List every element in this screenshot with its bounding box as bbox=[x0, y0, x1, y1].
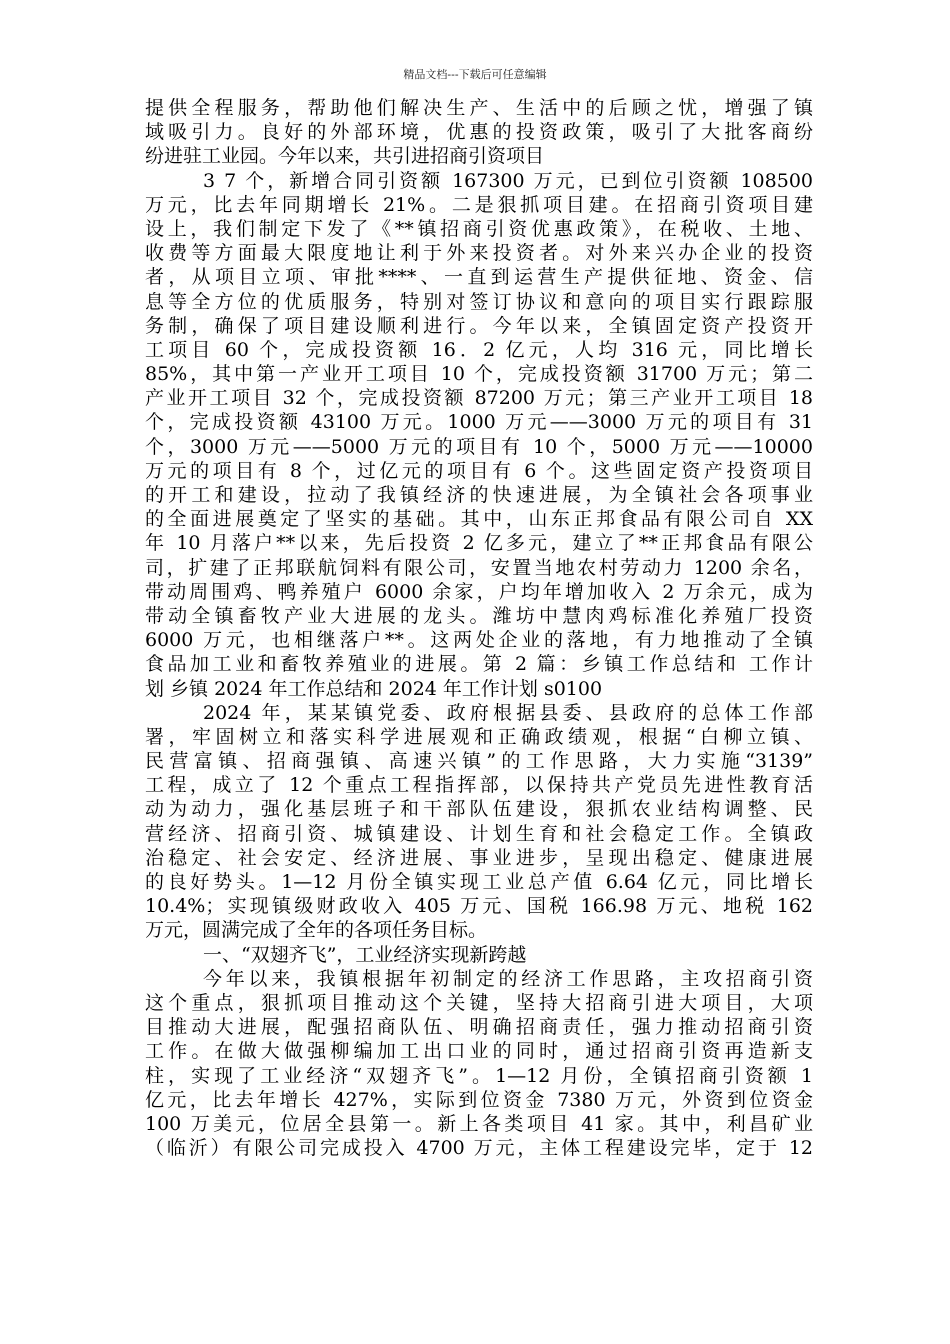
text-line: 务制，确保了项目建设顺利进行。今年以来，全镇固定资产投资开 bbox=[145, 314, 813, 337]
text-line: 食品加工业和畜牧养殖业的进展。第 2 篇：乡镇工作总结和 工作计 bbox=[145, 653, 813, 676]
text-line: 域吸引力。良好的外部环境，优惠的投资政策，吸引了大批客商纷 bbox=[145, 121, 813, 144]
text-line: 署，牢固树立和落实科学进展观和正确政绩观，根据“白柳立镇、 bbox=[145, 725, 813, 748]
document-body bbox=[145, 96, 813, 1160]
text-line: 今年以来，我镇根据年初制定的经济工作思路，主攻招商引资 bbox=[203, 967, 813, 990]
text-line: 亿元，比去年增长 427%，实际到位资金 7380 万元，外资到位资金 bbox=[145, 1088, 813, 1111]
text-line: 100 万美元，位居全县第一。新上各类项目 41 家。其中，利昌矿业 bbox=[145, 1112, 813, 1135]
text-line: 一、“双翅齐飞”，工业经济实现新跨越 bbox=[203, 943, 527, 966]
text-line: 产业开工项目 32 个，完成投资额 87200 万元；第三产业开工项目 18 bbox=[145, 387, 813, 410]
text-line: 治稳定、社会安定、经济进展、事业进步，呈现出稳定、健康进展 bbox=[145, 846, 813, 869]
text-line: 民营富镇、招商强镇、高速兴镇”的工作思路，大力实施“3139” bbox=[145, 750, 813, 773]
text-line: 设上，我们制定下发了《**镇招商引资优惠政策》，在税收、土地、 bbox=[145, 217, 813, 240]
text-line: 3 7 个，新增合同引资额 167300 万元，已到位引资额 108500 bbox=[203, 169, 813, 192]
text-line: （临沂）有限公司完成投入 4700 万元，主体工程建设完毕，定于 12 bbox=[145, 1137, 813, 1160]
text-line: 划 乡镇 2024 年工作总结和 2024 年工作计划 s0100 bbox=[145, 677, 603, 700]
text-line: 85%，其中第一产业开工项目 10 个，完成投资额 31700 万元；第二 bbox=[145, 363, 813, 386]
text-line: 息等全方位的优质服务，特别对签订协议和意向的项目实行跟踪服 bbox=[145, 290, 813, 313]
text-line: 6000 万元，也相继落户**。这两处企业的落地，有力地推动了全镇 bbox=[145, 629, 813, 652]
text-line: 司，扩建了正邦联航饲料有限公司，安置当地农村劳动力 1200 余名， bbox=[145, 556, 813, 579]
text-line: 柱，实现了工业经济“双翅齐飞”。1—12 月份，全镇招商引资额 1 bbox=[145, 1064, 813, 1087]
text-line: 2024 年，某某镇党委、政府根据县委、县政府的总体工作部 bbox=[203, 701, 813, 724]
text-line: 收费等方面最大限度地让利于外来投资者。对外来兴办企业的投资 bbox=[145, 242, 813, 265]
text-line: 个，完成投资额 43100 万元。1000 万元——3000 万元的项目有 31 bbox=[145, 411, 813, 434]
text-line: 动为动力，强化基层班子和干部队伍建设，狠抓农业结构调整、民 bbox=[145, 798, 813, 821]
text-line: 工项目 60 个，完成投资额 16．2 亿元，人均 316 元，同比增长 bbox=[145, 338, 813, 361]
text-line: 目推动大进展，配强招商队伍、明确招商责任，强力推动招商引资 bbox=[145, 1016, 813, 1039]
page-header: 精品文档---下载后可任意编辑 bbox=[403, 68, 547, 81]
text-line: 这个重点，狠抓项目推动这个关键，坚持大招商引进大项目，大项 bbox=[145, 991, 813, 1014]
text-line: 者，从项目立项、审批****、一直到运营生产提供征地、资金、信 bbox=[145, 266, 813, 289]
text-line: 年 10 月落户**以来，先后投资 2 亿多元，建立了**正邦食品有限公 bbox=[145, 532, 813, 555]
text-line: 的全面进展奠定了坚实的基础。其中，山东正邦食品有限公司自 XX bbox=[145, 508, 813, 531]
text-line: 万元，比去年同期增长 21%。二是狠抓项目建。在招商引资项目建 bbox=[145, 193, 813, 216]
text-line: 个，3000 万元——5000 万元的项目有 10 个，5000 万元——10000 bbox=[145, 435, 813, 458]
text-line: 的开工和建设，拉动了我镇经济的快速进展，为全镇社会各项事业 bbox=[145, 484, 813, 506]
text-line: 纷进驻工业园。今年以来，共引进招商引资项目 bbox=[145, 145, 545, 168]
text-line: 万元的项目有 8 个，过亿元的项目有 6 个。这些固定资产投资项目 bbox=[145, 459, 813, 482]
text-line: 带动周围鸡、鸭养殖户 6000 余家，户均年增加收入 2 万余元，成为 bbox=[145, 580, 813, 603]
text-line: 的良好势头。1—12 月份全镇实现工业总产值 6.64 亿元，同比增长 bbox=[145, 871, 813, 893]
text-line: 10.4%；实现镇级财政收入 405 万元、国税 166.98 万元、地税 162 bbox=[145, 895, 813, 918]
text-line: 提供全程服务，帮助他们解决生产、生活中的后顾之忧，增强了镇 bbox=[145, 97, 813, 119]
text-line: 工程，成立了 12 个重点工程指挥部，以保持共产党员先进性教育活 bbox=[145, 774, 813, 797]
text-line: 万元，圆满完成了全年的各项任务目标。 bbox=[145, 919, 488, 942]
text-line: 营经济、招商引资、城镇建设、计划生育和社会稳定工作。全镇政 bbox=[145, 822, 813, 845]
text-line: 带动全镇畜牧产业大进展的龙头。潍坊中慧肉鸡标准化养殖厂投资 bbox=[145, 604, 813, 627]
text-line: 工作。在做大做强柳编加工出口业的同时，通过招商引资再造新支 bbox=[145, 1040, 813, 1063]
